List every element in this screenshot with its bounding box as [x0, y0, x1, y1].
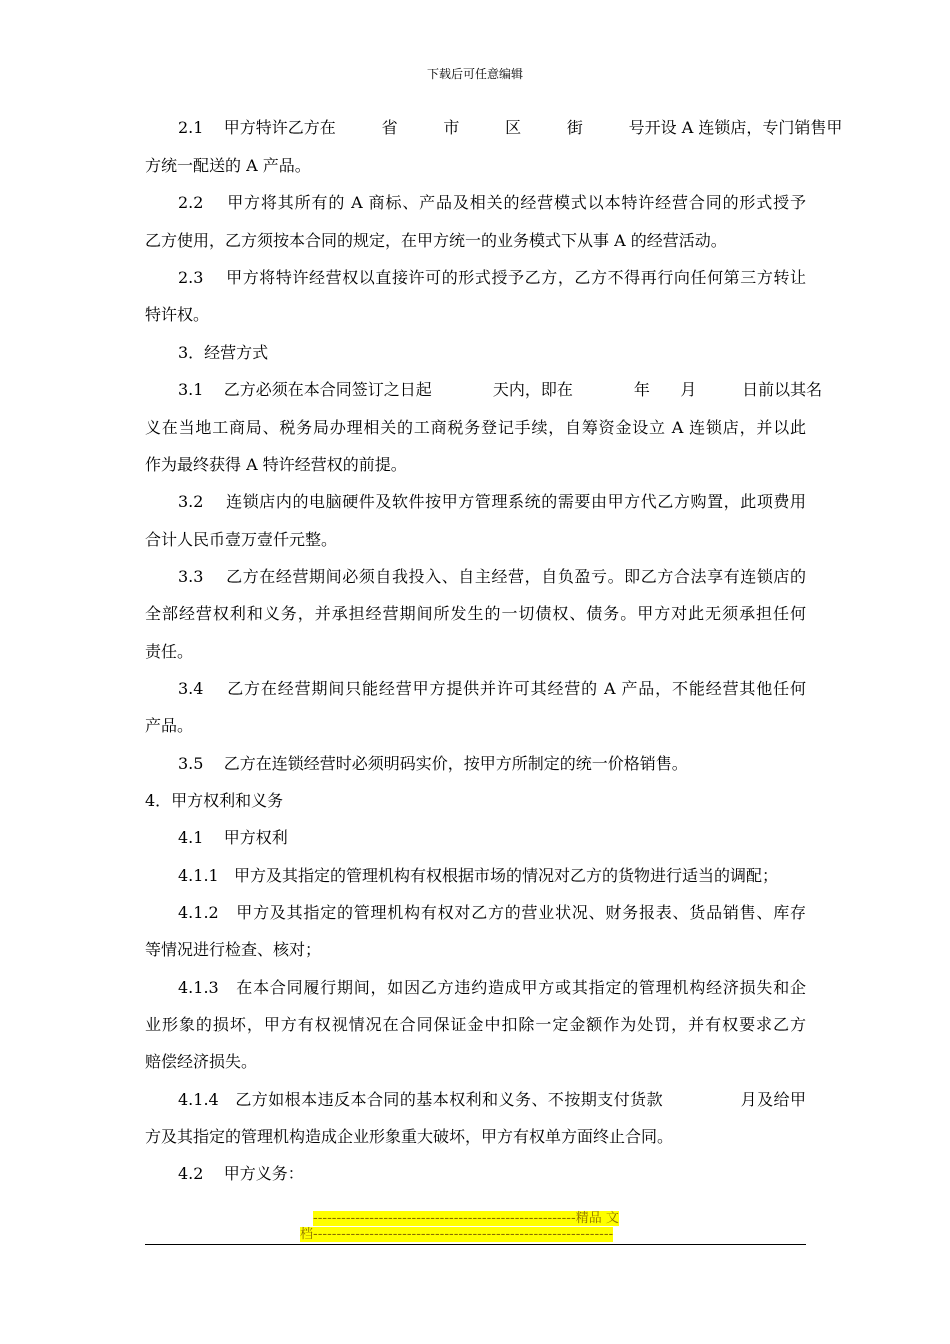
footer-watermark: [300, 1211, 650, 1243]
footer-line-1: --------------------------------------------------------精品 文: [313, 1211, 619, 1226]
paragraph-line: 3．经营方式: [178, 343, 269, 362]
footer-rule: [145, 1244, 806, 1245]
footer-line-2: 档----------------------------------------------------------------: [300, 1227, 614, 1242]
paragraph-line: 4.1.1 甲方及其指定的管理机构有权根据市场的情况对乙方的货物进行适当的调配；: [178, 866, 778, 885]
paragraph-line: 特许权。: [145, 305, 210, 324]
paragraph-line: 2.1 甲方特许乙方在 省 市 区 街 号开设 A 连锁店，专门销售甲: [178, 118, 843, 137]
paragraph-line: 等情况进行检查、核对；: [145, 940, 322, 959]
paragraph-line: 业形象的损坏，甲方有权视情况在合同保证金中扣除一定金额作为处罚，并有权要求乙方: [145, 1015, 806, 1034]
paragraph-line: 4．甲方权利和义务: [145, 791, 284, 810]
paragraph-line: 责任。: [145, 642, 194, 661]
paragraph-line: 4.1 甲方权利: [178, 828, 288, 847]
paragraph-line: 方及其指定的管理机构造成企业形象重大破坏，甲方有权单方面终止合同。: [145, 1127, 674, 1146]
paragraph-line: 乙方使用，乙方须按本合同的规定，在甲方统一的业务模式下从事 A 的经营活动。: [145, 231, 727, 250]
paragraph-line: 3.1 乙方必须在本合同签订之日起 天内，即在 年 月 日前以其名: [178, 380, 823, 399]
paragraph-line: 4.1.4 乙方如根本违反本合同的基本权利和义务、不按期支付货款 月及给甲: [178, 1090, 806, 1109]
paragraph-line: 3.5 乙方在连锁经营时必须明码实价，按甲方所制定的统一价格销售。: [178, 754, 688, 773]
paragraph-line: 4.1.2 甲方及其指定的管理机构有权对乙方的营业状况、财务报表、货品销售、库存: [178, 903, 806, 922]
paragraph-line: 合计人民币壹万壹仟元整。: [145, 530, 338, 549]
page-header: 下载后可任意编辑: [426, 67, 523, 81]
paragraph-line: 3.3 乙方在经营期间必须自我投入、自主经营，自负盈亏。即乙方合法享有连锁店的: [178, 567, 806, 586]
paragraph-line: 全部经营权利和义务，并承担经营期间所发生的一切债权、债务。甲方对此无须承担任何: [145, 604, 806, 623]
paragraph-line: 作为最终获得 A 特许经营权的前提。: [145, 455, 407, 474]
paragraph-line: 4.2 甲方义务：: [178, 1164, 304, 1183]
paragraph-line: 3.4 乙方在经营期间只能经营甲方提供并许可其经营的 A 产品，不能经营其他任何: [178, 679, 806, 698]
paragraph-line: 义在当地工商局、税务局办理相关的工商税务登记手续，自筹资金设立 A 连锁店，并以此: [145, 418, 806, 437]
paragraph-line: 2.3 甲方将特许经营权以直接许可的形式授予乙方，乙方不得再行向任何第三方转让: [178, 268, 806, 287]
paragraph-line: 3.2 连锁店内的电脑硬件及软件按甲方管理系统的需要由甲方代乙方购置，此项费用: [178, 492, 806, 511]
paragraph-line: 4.1.3 在本合同履行期间，如因乙方违约造成甲方或其指定的管理机构经济损失和企: [178, 978, 806, 997]
paragraph-line: 方统一配送的 A 产品。: [145, 156, 311, 175]
paragraph-line: 产品。: [145, 716, 194, 735]
paragraph-line: 2.2 甲方将其所有的 A 商标、产品及相关的经营模式以本特许经营合同的形式授予: [178, 193, 806, 212]
paragraph-line: 赔偿经济损失。: [145, 1052, 258, 1071]
